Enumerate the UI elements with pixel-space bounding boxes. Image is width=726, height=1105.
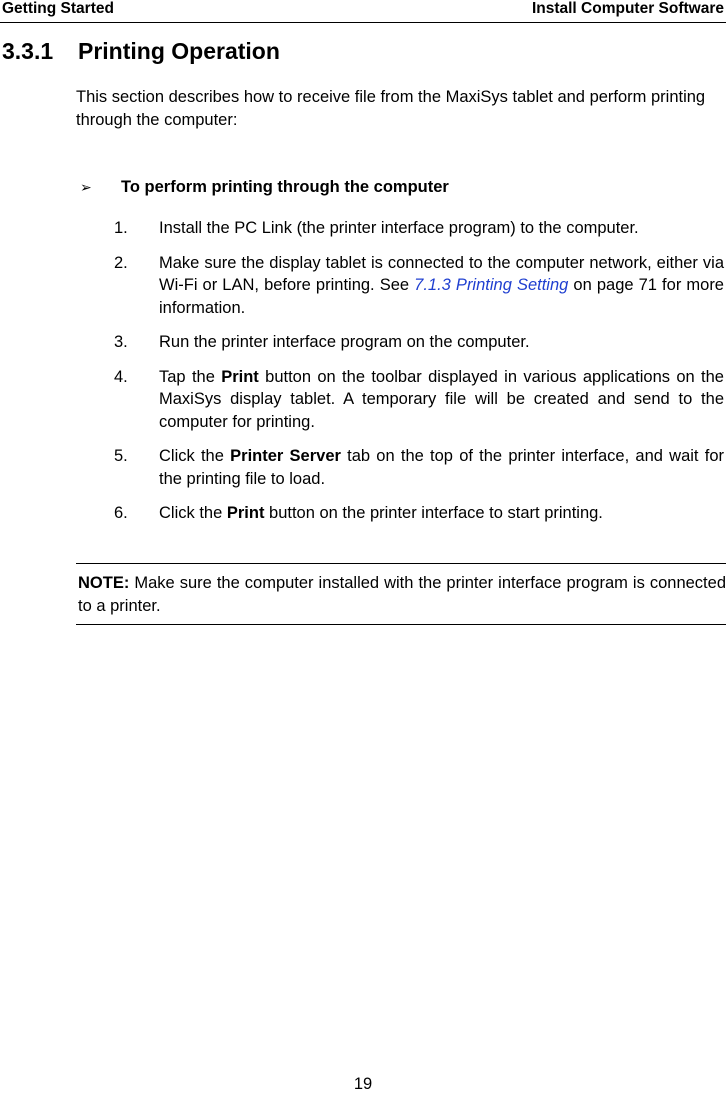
step-text-post: button on the toolbar displayed in various applications on the MaxiSys display tablet. A temporary file will be created and send to the computer for printing. xyxy=(159,367,724,431)
step-bold-term: Print xyxy=(221,367,259,386)
header-section-title: Install Computer Software xyxy=(531,0,724,17)
step-text-pre: Click the xyxy=(159,447,231,465)
page-header xyxy=(0,0,726,23)
step-number: 6. xyxy=(114,504,128,522)
step-text-pre: Tap the xyxy=(159,367,222,386)
step-item xyxy=(114,366,724,434)
step-item xyxy=(114,445,724,490)
procedure-heading xyxy=(80,178,449,197)
section-title: Printing Operation xyxy=(78,38,280,64)
header-chapter-title: Getting Started xyxy=(2,0,114,17)
step-text-post: on page 71 for more information. xyxy=(159,276,724,317)
step-text-pre: Make sure the display tablet is connected to the computer network, either via Wi-Fi or LAN, before printing. See xyxy=(159,253,724,294)
note-box xyxy=(76,563,726,625)
step-number: 2. xyxy=(114,253,128,272)
section-number: 3.3.1 xyxy=(2,38,54,64)
procedure-steps xyxy=(114,217,724,537)
arrow-bullet-icon: ➢ xyxy=(80,179,92,195)
step-number: 1. xyxy=(114,219,128,237)
step-number: 4. xyxy=(114,367,128,386)
step-item xyxy=(114,331,724,354)
cross-reference-link[interactable]: 7.1.3 Printing Setting xyxy=(414,276,569,294)
step-number: 5. xyxy=(114,447,128,465)
step-number: 3. xyxy=(114,333,128,351)
note-label: NOTE: xyxy=(78,574,130,592)
step-text-post: tab on the top of the printer interface, and wait for the printing file to load. xyxy=(159,447,724,488)
page-number: 19 xyxy=(353,1075,373,1093)
section-intro: This section describes how to receive file from the MaxiSys tablet and perform printing through the computer: xyxy=(76,88,706,129)
procedure-heading-text: To perform printing through the computer xyxy=(121,178,449,196)
step-text-post: button on the printer interface to start printing. xyxy=(264,504,603,522)
step-text-pre: Click the xyxy=(159,504,227,522)
step-item xyxy=(114,502,724,525)
note-text: Make sure the computer installed with the printer interface program is connected to a printer. xyxy=(78,574,726,615)
step-bold-term: Print xyxy=(226,504,265,522)
step-text: Install the PC Link (the printer interface program) to the computer. xyxy=(159,219,639,237)
step-item xyxy=(114,217,724,240)
section-heading xyxy=(2,38,280,65)
step-bold-term: Printer Server xyxy=(230,447,341,465)
step-item xyxy=(114,252,724,320)
step-text: Run the printer interface program on the computer. xyxy=(159,333,530,351)
